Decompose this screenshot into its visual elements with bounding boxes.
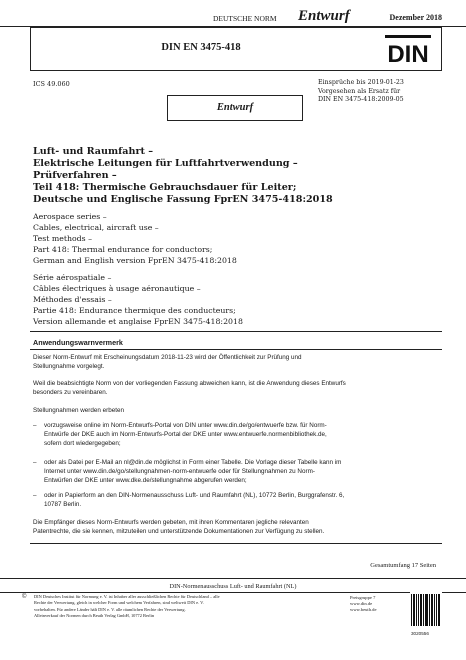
committee-name: DIN-Normenausschuss Luft- und Raumfahrt (NL) bbox=[169, 583, 297, 590]
copyright-notice bbox=[34, 594, 334, 619]
draft-label-top: Entwurf bbox=[298, 8, 350, 24]
list-item-text: vorzugsweise online im Norm-Entwurfs-Portal von DIN unter www.din.de/go/entwuerfe bzw. für Norm- bbox=[44, 422, 327, 429]
list-item-text: oder in Papierform an den DIN-Normenausschuss Luft- und Raumfahrt (NL), 10772 Berlin, Burggrafenstr. 6, bbox=[44, 492, 345, 499]
title-en-line: German and English version FprEN 3475-418:2018 bbox=[33, 256, 237, 266]
title-fr-line: Série aérospatiale – bbox=[33, 273, 112, 282]
din-logo-icon bbox=[385, 35, 431, 65]
list-item-text: oder als Datei per E-Mail an nl@din.de möglichst in Form einer Tabelle. Die Vorlage dieser Tabelle kann im bbox=[44, 459, 342, 466]
warning-text: Weil die beabsichtigte Norm von der vorliegenden Fassung abweichen kann, ist die Anwendung dieses Entwurfs bbox=[33, 380, 346, 387]
document-number: 3020556 bbox=[411, 631, 429, 636]
list-item bbox=[33, 458, 441, 485]
title-de-line: Deutsche und Englische Fassung FprEN 3475-418:2018 bbox=[33, 194, 333, 205]
replacement-standard: DIN EN 3475-418:2009-05 bbox=[318, 96, 404, 104]
list-item bbox=[33, 491, 441, 509]
warning-rule-end bbox=[30, 543, 442, 544]
objection-deadline: Einsprüche bis 2019-01-23 bbox=[318, 79, 404, 86]
title-de-line: Elektrische Leitungen für Luftfahrtverwendung – bbox=[33, 158, 298, 169]
barcode-icon bbox=[410, 592, 442, 628]
replacement-intro: Vorgesehen als Ersatz für bbox=[318, 87, 401, 95]
title-de-line: Prüfverfahren – bbox=[33, 170, 117, 181]
price-group: Preisgruppe 7 bbox=[350, 595, 376, 600]
header-box bbox=[30, 27, 442, 71]
list-item-text: Entwürfen der DKE unter www.dke.de/stellungnahme abgerufen werden; bbox=[44, 477, 247, 484]
footer-rule-bottom bbox=[0, 592, 466, 593]
list-item-text: 10787 Berlin. bbox=[44, 501, 82, 508]
document-type-label: DEUTSCHE NORM bbox=[213, 14, 277, 23]
copyright-line: Rechte der Verwertung, gleich in welcher Form und welchem Verfahren, sind weltweit DIN e. V. bbox=[34, 600, 204, 606]
copyright-line: vorbehalten. Für andere Länder hält DIN e. V. alle räumlichen Rechte der Verwertung. bbox=[34, 606, 186, 612]
list-item bbox=[33, 421, 441, 448]
copyright-line: DIN Deutsches Institut für Normung e. V. ist Inhaber aller ausschließlichen Rechte für Deutschland – alle bbox=[34, 594, 220, 599]
din-logo-text: DIN bbox=[387, 41, 429, 65]
warning-text: Dieser Norm-Entwurf mit Erscheinungsdatum 2018-11-23 wird der Öffentlichkeit zur Prüfung und bbox=[33, 354, 302, 361]
draft-box: Entwurf bbox=[167, 95, 303, 121]
title-de-line: Teil 418: Thermische Gebrauchsdauer für Leiter; bbox=[33, 182, 297, 193]
title-en-line: Aerospace series – bbox=[33, 212, 107, 221]
dash-bullet: – bbox=[33, 422, 37, 429]
dash-bullet: – bbox=[33, 459, 37, 466]
title-en-line: Cables, electrical, aircraft use – bbox=[33, 223, 159, 233]
price-info bbox=[350, 595, 377, 614]
title-en-line: Test methods – bbox=[33, 234, 93, 244]
title-fr-line: Méthodes d'essais – bbox=[33, 295, 112, 305]
objection-info bbox=[318, 79, 458, 105]
warning-paragraph-2 bbox=[33, 379, 443, 397]
warning-title: Anwendungswarnvermerk bbox=[33, 338, 123, 347]
title-german bbox=[33, 146, 433, 206]
warning-paragraph-4 bbox=[33, 518, 443, 536]
beuth-url[interactable]: www.beuth.de bbox=[350, 607, 377, 613]
list-item-text: Entwürfe der DKE auch im Norm-Entwurfs-Portal der DKE unter www.entwuerfe.normenbibliothek.de, bbox=[44, 431, 327, 438]
page-count: Gesamtumfang 17 Seiten bbox=[370, 562, 436, 569]
warning-paragraph-1 bbox=[33, 353, 443, 371]
ics-code: ICS 49.060 bbox=[33, 80, 70, 88]
warning-text: besonders zu vereinbaren. bbox=[33, 389, 108, 396]
warning-text: Patentrechte, die sie kennen, mitzuteilen und unterstützende Dokumentationen zur Verfügung zu stellen. bbox=[33, 528, 325, 535]
din-url[interactable]: www.din.de bbox=[350, 601, 373, 607]
footer-rule-top bbox=[0, 578, 466, 579]
dash-bullet: – bbox=[33, 492, 37, 499]
warning-text: Die Empfänger dieses Norm-Entwurfs werden gebeten, mit ihren Kommentaren jegliche relevanten bbox=[33, 519, 309, 526]
title-english bbox=[33, 211, 433, 266]
title-de-line: Luft- und Raumfahrt – bbox=[33, 146, 154, 157]
warning-text: Stellungnahme vorgelegt. bbox=[33, 363, 105, 370]
warning-rule-bottom bbox=[30, 349, 442, 350]
copyright-line: Alleinverkauf der Normen durch Beuth Verlag GmbH, 10772 Berlin bbox=[34, 612, 155, 618]
list-item-text: Internet unter www.din.de/go/stellungnahmen-norm-entwuerfe oder für Stellungnahmen zu Norm- bbox=[44, 468, 315, 475]
warning-paragraph-3: Stellungnahmen werden erbeten bbox=[33, 407, 125, 414]
publication-date: Dezember 2018 bbox=[389, 13, 442, 22]
title-fr-line: Version allemande et anglaise FprEN 3475-418:2018 bbox=[33, 317, 243, 327]
copyright-symbol: © bbox=[22, 594, 27, 600]
title-fr-line: Partie 418: Endurance thermique des conducteurs; bbox=[33, 306, 236, 316]
title-french bbox=[33, 272, 433, 327]
title-en-line: Part 418: Thermal endurance for conductors; bbox=[33, 245, 213, 255]
title-fr-line: Câbles électriques à usage aéronautique – bbox=[33, 284, 201, 294]
warning-rule-top bbox=[30, 331, 442, 332]
list-item-text: sofern dort wiedergegeben; bbox=[44, 440, 121, 447]
standard-number: DIN EN 3475-418 bbox=[161, 42, 241, 53]
